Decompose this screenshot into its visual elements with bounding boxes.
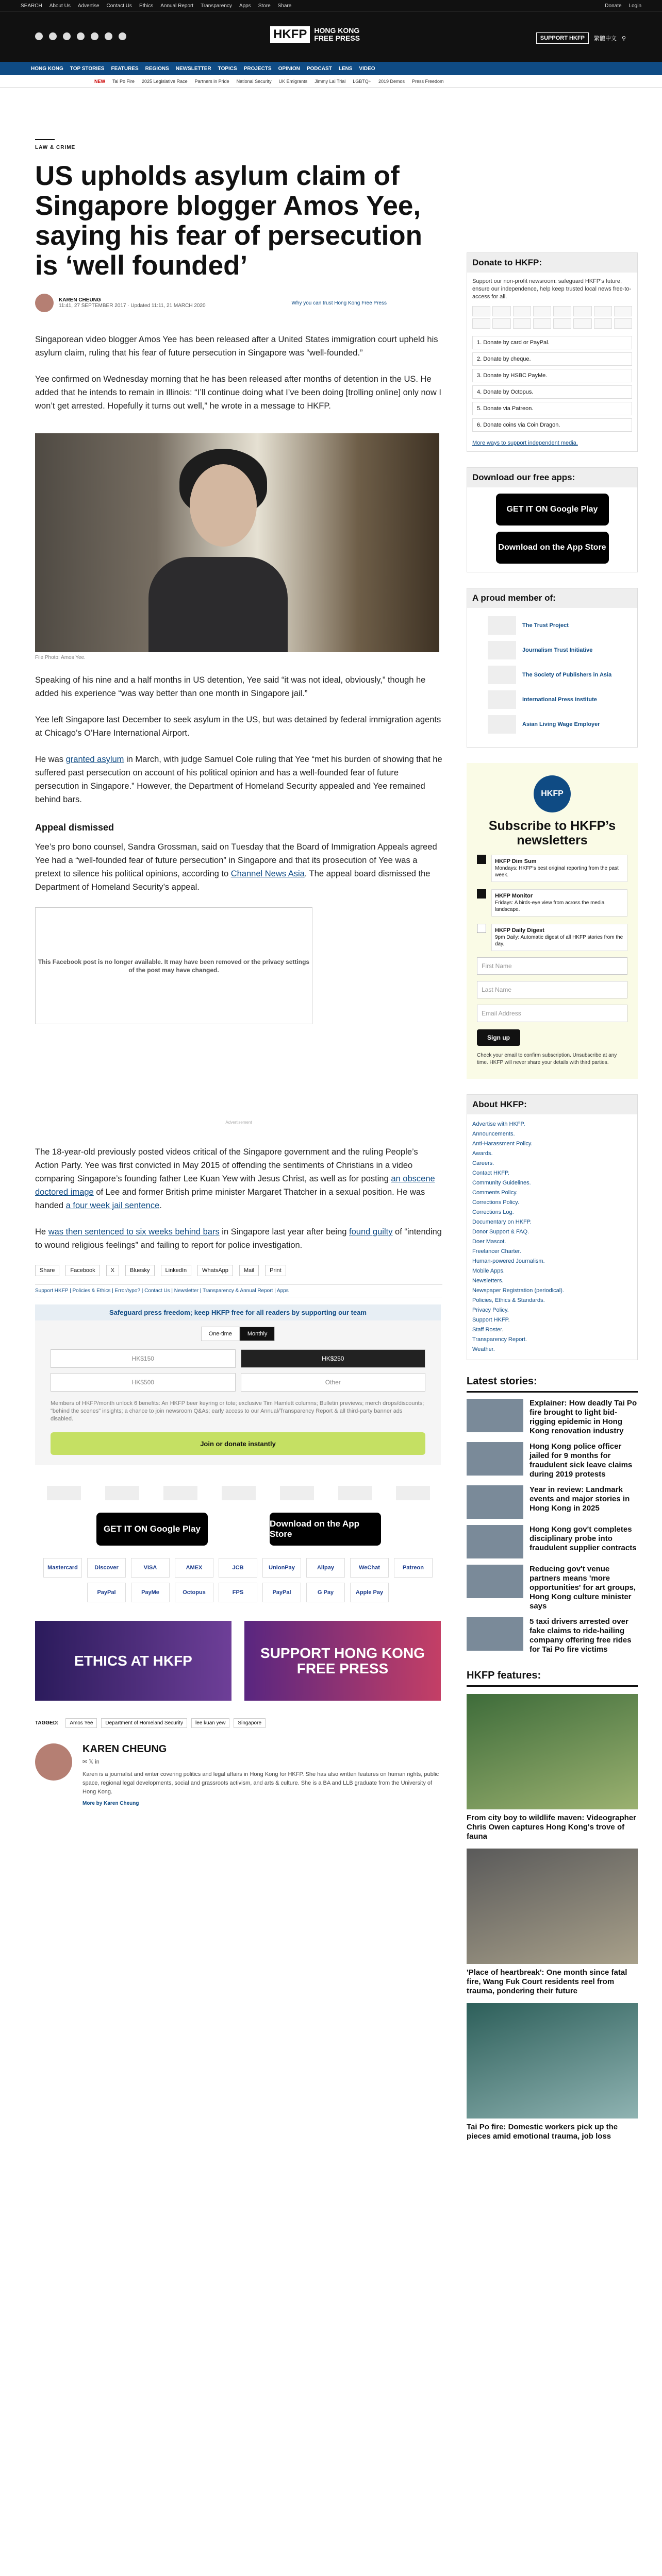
card-logo — [553, 318, 571, 329]
card-logo — [594, 318, 612, 329]
text-run: The 18-year-old previously posted videos critical of the Singapore government and the ruling People’s Action Party. Yee was first convicted in May 2015 of offending the sentiments of Christians in a video comparing Singapore’s founding father Lee Kuan Yew with Jesus Christ, as well as for posting — [35, 1147, 418, 1183]
feature-card[interactable] — [467, 1849, 638, 1996]
inline-link[interactable]: found guilty — [349, 1227, 393, 1236]
trust-logo[interactable] — [222, 1486, 256, 1500]
amount-option[interactable]: HK$250 — [241, 1349, 426, 1368]
feature-image[interactable] — [467, 1694, 638, 1809]
feature-title[interactable]: From city boy to wildlife maven: Videographer Chris Owen captures Hong Kong's trove of fauna — [467, 1814, 636, 1841]
paragraph: Yee left Singapore last December to seek asylum in the US, but was detained by federal immigration agents at Chicago’s O’Hare International Airport. — [35, 715, 441, 738]
tag[interactable]: lee kuan yew — [191, 1718, 229, 1728]
story-thumbnail[interactable] — [467, 1617, 523, 1651]
payment-logo[interactable]: Octopus — [175, 1583, 213, 1602]
kicker-rule — [35, 139, 55, 140]
feature-image[interactable] — [467, 1849, 638, 1964]
logo-line: HONG KONG — [314, 26, 360, 35]
text-run: of “intending to wound religious feelings” and failing to report for police investigation. — [35, 1227, 442, 1250]
checkbox-checked[interactable] — [477, 855, 486, 864]
trending-item[interactable]: Partners in Pride — [194, 78, 229, 84]
topbar-item[interactable]: About Us — [49, 3, 71, 9]
trust-logo[interactable] — [280, 1486, 314, 1500]
payment-logo[interactable]: UnionPay — [262, 1558, 301, 1578]
join-donate-button[interactable]: Join or donate instantly — [51, 1432, 425, 1455]
latest-story[interactable] — [467, 1565, 638, 1611]
donate-option[interactable]: 5. Donate via Patreon. — [472, 402, 632, 415]
tag[interactable]: Amos Yee — [65, 1718, 97, 1728]
topbar-item[interactable]: SEARCH — [21, 3, 42, 9]
sidebar-google-play[interactable]: GET IT ON Google Play — [496, 494, 609, 526]
member-benefits-text: Members of HKFP/month unlock 6 benefits: An HKFP beer keyring or tote; exclusive Tim Hamlett columns; Bulletin previews; merch drops/discounts; "behind the scenes" insights; a chance to join newsroom Q&As; early access to our Annual/Transparency Report & all third-party banner ads disabled. — [51, 1400, 424, 1422]
payment-logo[interactable]: Patreon — [394, 1558, 433, 1578]
story-title[interactable]: Reducing gov't venue partners means 'more opportunities' for art groups, Hong Kong culture minister says — [529, 1565, 636, 1611]
payment-logo[interactable]: WeChat — [350, 1558, 389, 1578]
donate-link[interactable]: Donate — [605, 3, 622, 9]
topbar-item[interactable]: Transparency — [201, 3, 232, 9]
author-bio: Karen is a journalist and writer covering politics and legal affairs in Hong Kong for HKFP. She has also written features on human rights, public space, regional legal developments, social and grassroots activism, and arts & culture. She is a BA and LLB graduate from the University of Hong Kong. — [82, 1771, 439, 1795]
paragraph — [35, 840, 442, 894]
newsletter-name: HKFP Daily Digest — [495, 927, 544, 934]
author-social-icons[interactable]: ✉ 𝕏 in — [82, 1759, 100, 1765]
payment-logo[interactable]: G Pay — [306, 1583, 345, 1602]
site-logo[interactable] — [270, 26, 360, 43]
app-buttons — [35, 1513, 442, 1546]
about-link[interactable]: Policies, Ethics & Standards. — [472, 1297, 545, 1303]
latest-story[interactable] — [467, 1617, 638, 1654]
nav-item[interactable]: OPINION — [278, 65, 300, 72]
article-column — [35, 139, 442, 1806]
about-link[interactable]: Community Guidelines. — [472, 1180, 531, 1186]
paragraph — [35, 1145, 442, 1212]
trending-item[interactable]: LGBTQ+ — [353, 78, 371, 84]
features-heading: HKFP features: — [467, 1670, 638, 1687]
google-play-button[interactable]: GET IT ON Google Play — [96, 1513, 208, 1546]
about-link[interactable]: Awards. — [472, 1150, 493, 1157]
first-name-input[interactable]: First Name — [477, 957, 627, 975]
trending-item[interactable]: Tai Po Fire — [112, 78, 135, 84]
frequency-toggle — [35, 1327, 441, 1341]
nav-item[interactable]: PROJECTS — [243, 65, 272, 72]
nav-item[interactable]: HONG KONG — [31, 65, 63, 72]
donate-panel — [467, 252, 638, 452]
article-photo — [35, 433, 439, 652]
trending-item[interactable]: 2019 Demos — [378, 78, 405, 84]
byline — [35, 294, 442, 312]
app-store-button[interactable]: Download on the App Store — [270, 1513, 381, 1546]
trust-logo[interactable] — [105, 1486, 139, 1500]
checkbox-checked[interactable] — [477, 889, 486, 899]
newsletter-desc: 9pm Daily: Automatic digest of all HKFP stories from the day. — [495, 935, 623, 947]
card-logo — [472, 318, 490, 329]
apps-heading: Download our free apps: — [467, 468, 637, 487]
member-org[interactable] — [488, 638, 617, 663]
card-logo — [594, 306, 612, 316]
promo-banners — [35, 1621, 442, 1701]
signup-button[interactable]: Sign up — [477, 1029, 520, 1046]
member-org[interactable] — [488, 687, 617, 712]
paragraph: Singaporean video blogger Amos Yee has been released after a United States immigration court upheld his asylum claim, ruling that his fear of future persecution in Singapore was “well-founded.” — [35, 335, 438, 358]
support-banner[interactable]: SUPPORT HONG KONG FREE PRESS — [244, 1621, 441, 1701]
amount-option[interactable]: Other — [241, 1373, 426, 1392]
card-logo — [533, 306, 551, 316]
card-logo — [553, 306, 571, 316]
trending-label: NEW — [94, 78, 105, 84]
feature-image[interactable] — [467, 2003, 638, 2119]
story-title[interactable]: Hong Kong gov't completes disciplinary probe into fraudulent supplier contracts — [529, 1525, 637, 1552]
members-heading: A proud member of: — [467, 588, 637, 608]
member-logo — [488, 690, 516, 709]
more-ways-link[interactable]: More ways to support independent media. — [472, 440, 578, 446]
text-run: . The appeal board dismissed the Department of Homeland Security’s appeal. — [35, 869, 431, 892]
about-link[interactable]: Contact HKFP. — [472, 1170, 509, 1176]
amount-options — [51, 1349, 425, 1392]
trust-logos — [35, 1486, 442, 1500]
article-body — [35, 333, 442, 1252]
topbar-item[interactable]: Apps — [239, 3, 251, 9]
sidebar-app-store[interactable]: Download on the App Store — [496, 532, 609, 564]
member-name: Asian Living Wage Employer — [522, 721, 600, 727]
donate-option[interactable]: 3. Donate by HSBC PayMe. — [472, 369, 632, 382]
about-link[interactable]: Weather. — [472, 1346, 495, 1352]
paragraph: Yee confirmed on Wednesday morning that he has been released after months of detention in the US. He added that he intends to remain in Illinois: “I’ll continue doing what I’ve been doing [trolling online] only now I won’t get arrested. Hopefully it turns out well,” he wrote in a message to HKFP. — [35, 375, 441, 411]
card-logo — [513, 306, 531, 316]
member-org[interactable] — [488, 712, 617, 737]
member-name: The Trust Project — [522, 622, 569, 629]
article-footer-links[interactable]: Support HKFP | Policies & Ethics | Error/typo? | Contact Us | Newsletter | Transparency & Annual Report | Apps — [35, 1284, 442, 1297]
instagram-icon[interactable] — [63, 32, 71, 40]
payment-logo[interactable]: Apple Pay — [350, 1583, 389, 1602]
x-icon[interactable] — [49, 32, 57, 40]
why-trust-link[interactable]: Why you can trust Hong Kong Free Press — [291, 300, 387, 306]
story-title[interactable]: Explainer: How deadly Tai Po fire brought to light bid-rigging epidemic in Hong Kong renovation industry — [529, 1399, 637, 1435]
signup-note: Check your email to confirm subscription. Unsubscribe at any time. HKFP will never share your details with third parties. — [477, 1053, 617, 1065]
payment-logo[interactable]: JCB — [219, 1558, 257, 1578]
member-name: The Society of Publishers in Asia — [522, 672, 612, 678]
payment-logo[interactable]: Mastercard — [43, 1558, 82, 1578]
share-x[interactable]: X — [106, 1265, 119, 1276]
about-link[interactable]: Comments Policy. — [472, 1190, 518, 1196]
donation-widget — [35, 1304, 441, 1465]
embed-notice: This Facebook post is no longer available. It may have been removed or the privacy settings of the post may have changed. — [38, 958, 310, 974]
donate-option[interactable]: 2. Donate by cheque. — [472, 352, 632, 366]
about-link[interactable]: Corrections Log. — [472, 1209, 514, 1215]
about-panel — [467, 1094, 638, 1360]
author-box-name[interactable]: KAREN CHEUNG — [82, 1743, 167, 1755]
logo-mark: HKFP — [270, 26, 310, 43]
paragraph — [35, 753, 442, 806]
member-org[interactable] — [488, 663, 617, 687]
more-by-author-link[interactable]: More by Karen Cheung — [82, 1801, 139, 1806]
nav-item[interactable]: VIDEO — [359, 65, 375, 72]
facebook-icon[interactable] — [35, 32, 43, 40]
tag-list — [35, 1718, 442, 1728]
topbar-item[interactable]: Advertise — [77, 3, 100, 9]
about-link[interactable]: Careers. — [472, 1160, 494, 1166]
article-title: US upholds asylum claim of Singapore blogger Amos Yee, saying his fear of persecution is ‘well founded’ — [35, 161, 423, 281]
story-thumbnail[interactable] — [467, 1525, 523, 1558]
newsletter-name: HKFP Dim Sum — [495, 858, 537, 865]
ethics-banner[interactable]: ETHICS AT HKFP — [35, 1621, 231, 1701]
story-thumbnail[interactable] — [467, 1565, 523, 1598]
story-title[interactable]: Hong Kong police officer jailed for 9 months for fraudulent sick leave claims during 2019 protests — [529, 1442, 633, 1479]
text-run: He was — [35, 755, 66, 764]
member-logo — [488, 715, 516, 734]
trending-item[interactable]: 2025 Legislative Race — [142, 78, 188, 84]
topbar-item[interactable]: Share — [277, 3, 292, 9]
card-logo — [573, 306, 591, 316]
about-heading: About HKFP: — [467, 1095, 637, 1114]
share-bluesky[interactable]: Bluesky — [125, 1265, 155, 1276]
newsletter-desc: Fridays: A birds-eye view from across the media landscape. — [495, 900, 605, 912]
inline-link[interactable]: a four week jail sentence — [65, 1201, 160, 1210]
feature-card[interactable] — [467, 2003, 638, 2141]
donate-text[interactable]: Support our non-profit newsroom: safeguard HKFP's future, ensure our independence, help keep trusted local news free-to-access for all. — [472, 278, 632, 300]
about-link[interactable]: Donor Support & FAQ. — [472, 1229, 529, 1235]
tag[interactable]: Singapore — [234, 1718, 266, 1728]
donate-option[interactable]: 6. Donate coins via Coin Dragon. — [472, 418, 632, 432]
inline-link[interactable]: was then sentenced to six weeks behind bars — [48, 1227, 220, 1236]
photo-subject-body — [148, 557, 288, 652]
paragraph: Speaking of his nine and a half months in US detention, Yee said “it was not ideal, obviously,” though he added his experience “was way better than one month in Singapore jail.” — [35, 675, 426, 698]
donation-heading[interactable]: Safeguard press freedom; keep HKFP free for all readers by supporting our team — [35, 1304, 441, 1320]
logo-text — [314, 27, 360, 42]
amount-option[interactable]: HK$500 — [51, 1373, 236, 1392]
author-photo[interactable] — [35, 1743, 72, 1781]
paragraph — [35, 1225, 442, 1252]
members-panel — [467, 588, 638, 748]
support-button[interactable]: SUPPORT HKFP — [536, 32, 589, 44]
payment-logo[interactable]: Alipay — [306, 1558, 345, 1578]
payment-logo[interactable]: Discover — [87, 1558, 126, 1578]
sidebar — [467, 252, 638, 2141]
latest-story[interactable] — [467, 1525, 638, 1558]
card-logo — [614, 306, 632, 316]
about-link[interactable]: Advertise with HKFP. — [472, 1121, 525, 1127]
newsletter-panel — [467, 763, 638, 1079]
about-list — [467, 1114, 637, 1360]
about-link[interactable]: Doer Mascot. — [472, 1239, 506, 1245]
newsletter-name: HKFP Monitor — [495, 893, 533, 899]
rss-icon[interactable] — [119, 32, 126, 40]
latest-heading: Latest stories: — [467, 1376, 638, 1393]
login-link[interactable]: Login — [628, 3, 641, 9]
feature-title[interactable]: 'Place of heartbreak': One month since fatal fire, Wang Fuk Court residents reel from trauma, pondering their future — [467, 1968, 627, 1995]
main-nav — [0, 62, 662, 75]
youtube-icon[interactable] — [91, 32, 98, 40]
feature-card[interactable] — [467, 1694, 638, 1841]
about-link[interactable]: Newsletters. — [472, 1278, 504, 1284]
inline-link[interactable]: granted asylum — [65, 755, 124, 764]
about-link[interactable]: Anti-Harassment Policy. — [472, 1141, 533, 1147]
text-run: in Singapore last year after being — [219, 1227, 350, 1236]
newsletter-heading: Subscribe to HKFP’s newsletters — [488, 819, 616, 848]
search-icon[interactable]: ⚲ — [621, 35, 626, 42]
trust-logo[interactable] — [163, 1486, 197, 1500]
facebook-embed — [35, 907, 312, 1024]
author-name[interactable]: KAREN CHEUNG — [59, 297, 101, 303]
photo-subject-face — [190, 464, 257, 547]
chinese-link[interactable]: 繁體中文 — [593, 36, 617, 42]
share-mail[interactable]: Mail — [239, 1265, 259, 1276]
one-time-option[interactable]: One-time — [201, 1327, 240, 1341]
site-header — [0, 11, 662, 62]
nav-item[interactable]: LENS — [338, 65, 353, 72]
topbar-item[interactable]: Annual Report — [160, 3, 194, 9]
trust-logo[interactable] — [338, 1486, 372, 1500]
latest-story[interactable] — [467, 1442, 638, 1479]
newsletter-logo: HKFP — [534, 775, 571, 812]
about-link[interactable]: Announcements. — [472, 1131, 515, 1137]
author-box — [35, 1743, 442, 1806]
telegram-icon[interactable] — [105, 32, 112, 40]
category-kicker[interactable]: LAW & CRIME — [35, 145, 76, 150]
card-logo — [614, 318, 632, 329]
feature-title[interactable]: Tai Po fire: Domestic workers pick up the pieces amid emotional trauma, job loss — [467, 2123, 618, 2141]
publish-dates: 11:41, 27 SEPTEMBER 2017 · Updated 11:11, 21 MARCH 2020 — [59, 303, 206, 309]
share-print[interactable]: Print — [265, 1265, 286, 1276]
payment-logo[interactable]: PayMe — [131, 1583, 170, 1602]
member-logo — [488, 641, 516, 659]
tag[interactable]: Department of Homeland Security — [101, 1718, 187, 1728]
share-bar — [35, 1265, 442, 1276]
donate-option[interactable]: 1. Donate by card or PayPal. — [472, 336, 632, 349]
latest-story[interactable] — [467, 1399, 638, 1436]
utility-bar — [0, 0, 662, 11]
trending-bar — [0, 75, 662, 88]
text-run: of Lee and former British prime minister Margaret Thatcher in a sexual position. He was handed — [35, 1188, 425, 1210]
nav-item[interactable]: FEATURES — [111, 65, 139, 72]
inline-link[interactable]: Channel News Asia — [230, 869, 305, 878]
nav-item[interactable]: TOP STORIES — [70, 65, 105, 72]
trending-item[interactable]: UK Emigrants — [278, 78, 308, 84]
payment-logo[interactable]: PayPal — [262, 1583, 301, 1602]
author-avatar[interactable] — [35, 294, 54, 312]
about-link[interactable]: Newspaper Registration (periodical). — [472, 1287, 564, 1294]
about-link[interactable]: Support HKFP. — [472, 1317, 510, 1323]
member-logo — [488, 666, 516, 684]
member-name: International Press Institute — [522, 697, 597, 703]
trust-logo[interactable] — [47, 1486, 81, 1500]
share-facebook[interactable]: Facebook — [65, 1265, 100, 1276]
payment-methods — [35, 1558, 441, 1602]
email-input[interactable]: Email Address — [477, 1005, 627, 1022]
about-link[interactable]: Corrections Policy. — [472, 1199, 519, 1206]
newsletter-desc: Mondays: HKFP's best original reporting from the past week. — [495, 866, 619, 878]
text-run: . — [159, 1201, 162, 1210]
donate-heading: Donate to HKFP: — [467, 253, 637, 273]
section-heading: Appeal dismissed — [35, 822, 114, 833]
inline-link[interactable]: an obscene doctored image — [35, 1174, 435, 1197]
nav-item[interactable]: PODCAST — [306, 65, 332, 72]
last-name-input[interactable]: Last Name — [477, 981, 627, 998]
member-logo — [488, 616, 516, 635]
text-run: Yee’s pro bono counsel, Sandra Grossman, said on Tuesday that the Board of Immigration Appeals agreed Yee had a “well-founded fear of future persecution” in Singapore and that its prosecution of Yee was a pretext to silence his political opinions, according to — [35, 842, 437, 878]
card-logo — [492, 306, 510, 316]
topbar-item[interactable]: Store — [258, 3, 271, 9]
threads-icon[interactable] — [77, 32, 85, 40]
ad-label: Advertisement — [225, 1120, 252, 1125]
member-org[interactable] — [488, 613, 617, 638]
share-linkedin[interactable]: LinkedIn — [161, 1265, 192, 1276]
story-thumbnail[interactable] — [467, 1399, 523, 1432]
share-button[interactable]: Share — [35, 1265, 59, 1276]
about-link[interactable]: Privacy Policy. — [472, 1307, 509, 1313]
card-logo — [573, 318, 591, 329]
checkbox-unchecked[interactable] — [477, 924, 486, 933]
newsletter-option[interactable] — [477, 889, 627, 917]
amount-option[interactable]: HK$150 — [51, 1349, 236, 1368]
story-thumbnail[interactable] — [467, 1485, 523, 1519]
logo-line: FREE PRESS — [314, 34, 360, 42]
card-logo — [492, 318, 510, 329]
nav-item[interactable]: NEWSLETTER — [175, 65, 211, 72]
share-whatsapp[interactable]: WhatsApp — [197, 1265, 233, 1276]
tags-label: TAGGED: — [35, 1720, 59, 1726]
payment-logo[interactable]: AMEX — [175, 1558, 213, 1578]
payment-logo[interactable]: PayPal — [87, 1583, 126, 1602]
latest-story[interactable] — [467, 1485, 638, 1519]
photo-caption: File Photo: Amos Yee. — [35, 655, 86, 660]
text-run: He — [35, 1227, 48, 1236]
member-name: Journalism Trust Initiative — [522, 647, 593, 653]
donate-option[interactable]: 4. Donate by Octopus. — [472, 385, 632, 399]
card-logo — [513, 318, 531, 329]
topbar-item[interactable]: Ethics — [139, 3, 154, 9]
about-link[interactable]: Documentary on HKFP. — [472, 1219, 532, 1225]
story-title[interactable]: Year in review: Landmark events and major stories in Hong Kong in 2025 — [529, 1485, 630, 1513]
about-link[interactable]: Human-powered Journalism. — [472, 1258, 545, 1264]
text-run: in March, with judge Samuel Cole ruling that Yee “met his burden of showing that he suffered past persecution on account of his political opinion and has a well-founded fear of future persecution in Singapore.” However, the Department of Homeland Security appealed and Yee remained behind bars. — [35, 755, 442, 804]
story-thumbnail[interactable] — [467, 1442, 523, 1476]
payment-logo[interactable]: VISA — [131, 1558, 170, 1578]
advertisement-slot — [35, 1024, 442, 1125]
monthly-option[interactable]: Monthly — [240, 1327, 275, 1341]
trending-item[interactable]: Press Freedom — [412, 78, 444, 84]
trending-item[interactable]: National Security — [236, 78, 272, 84]
payment-logo[interactable]: FPS — [219, 1583, 257, 1602]
nav-item[interactable]: TOPICS — [218, 65, 237, 72]
apps-panel — [467, 467, 638, 572]
about-link[interactable]: Transparency Report. — [472, 1336, 527, 1343]
nav-item[interactable]: REGIONS — [145, 65, 169, 72]
trust-logo[interactable] — [396, 1486, 430, 1500]
about-link[interactable]: Staff Roster. — [472, 1327, 504, 1333]
story-title[interactable]: 5 taxi drivers arrested over fake claims to ride-hailing company offering free rides for Tai Po fire victims — [529, 1617, 632, 1654]
about-link[interactable]: Mobile Apps. — [472, 1268, 505, 1274]
card-logo — [472, 306, 490, 316]
social-icons — [35, 32, 126, 40]
card-logos — [467, 306, 637, 329]
card-logo — [533, 318, 551, 329]
about-link[interactable]: Freelancer Charter. — [472, 1248, 521, 1255]
newsletter-option[interactable] — [477, 855, 627, 882]
newsletter-option[interactable] — [477, 924, 627, 951]
trending-item[interactable]: Jimmy Lai Trial — [315, 78, 346, 84]
topbar-item[interactable]: Contact Us — [106, 3, 132, 9]
